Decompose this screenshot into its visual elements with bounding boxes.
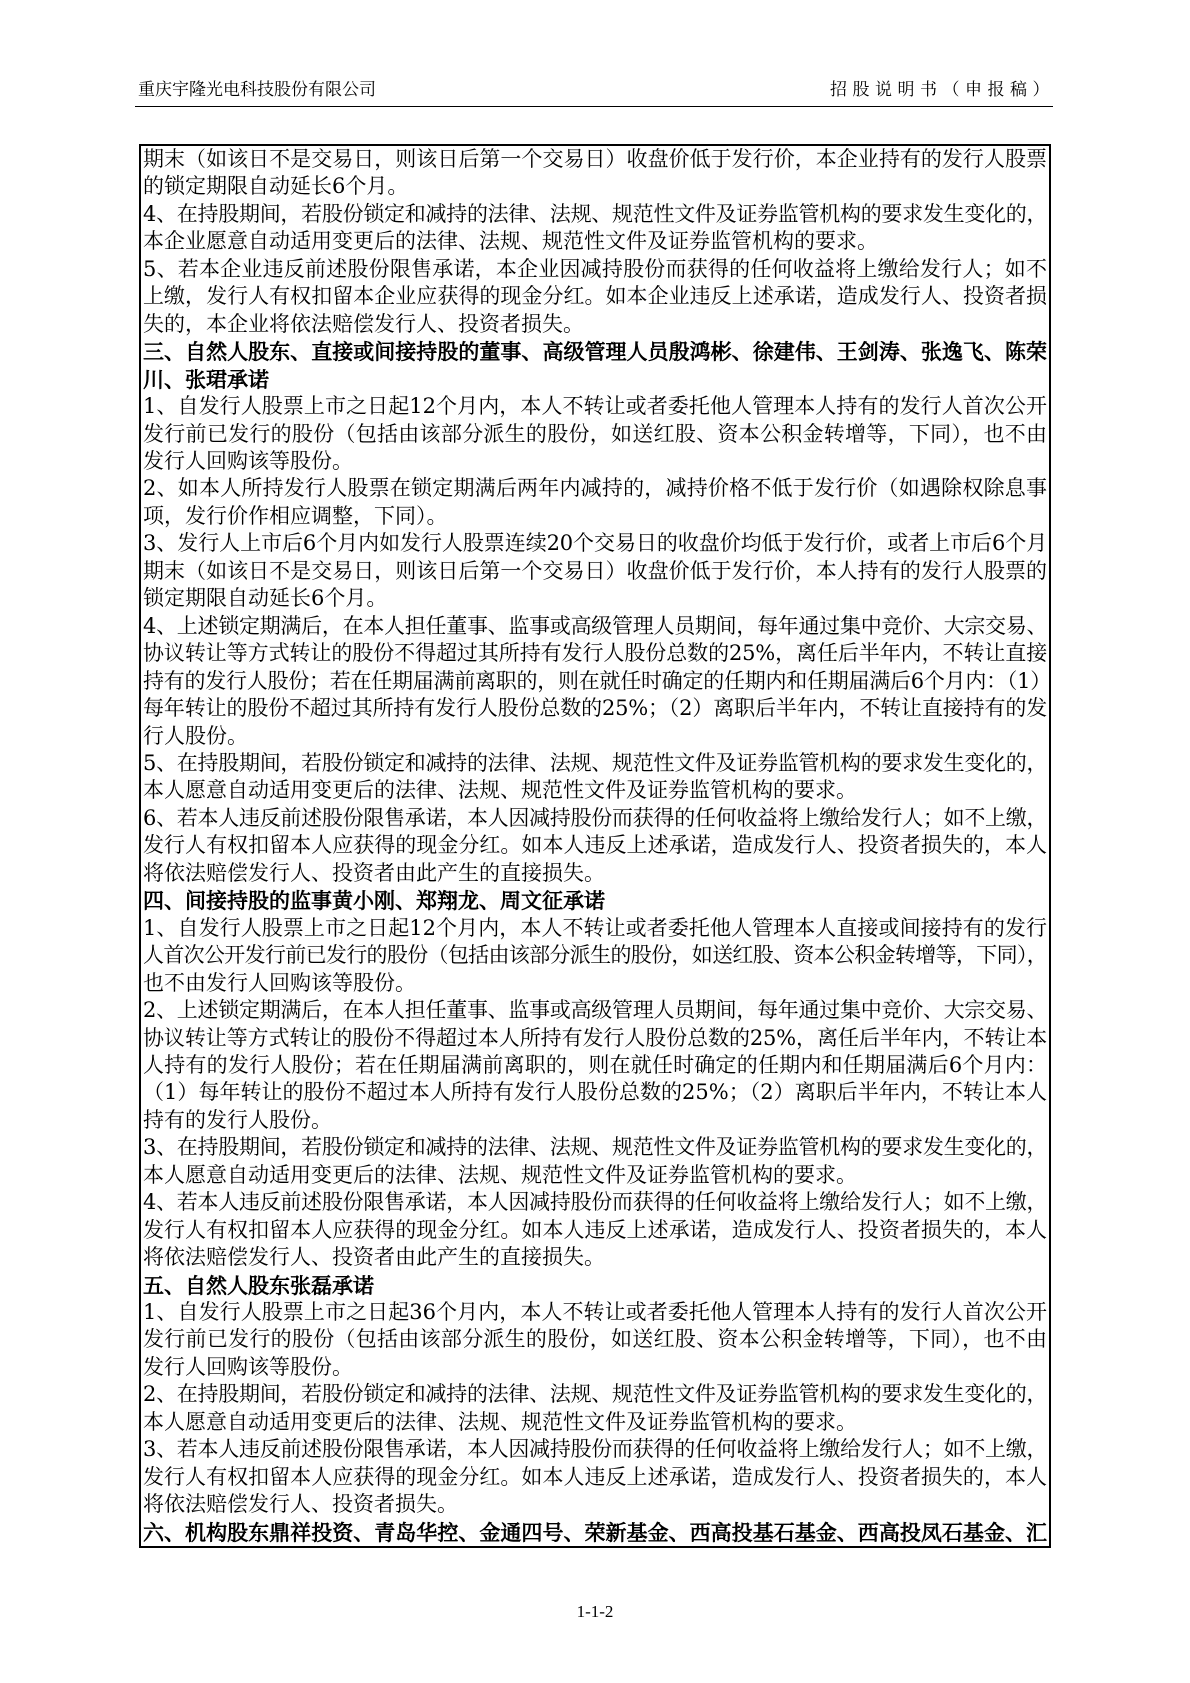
- section-heading: [143, 338, 1047, 393]
- paragraph-line: 将依法赔偿发行人、投资者由此产生的直接损失。: [143, 1245, 605, 1270]
- paragraph-line: 行人股份。: [143, 723, 248, 748]
- section-heading: [143, 1519, 1047, 1546]
- paragraph-line: 发行前已发行的股份（包括由该部分派生的股份，如送红股、资本公积金转增等，下同），也不由: [143, 421, 1047, 446]
- page-number: 1-1-2: [576, 1602, 614, 1621]
- paragraph-line: 发行人回购该等股份。: [143, 448, 353, 473]
- section-heading: [143, 887, 1047, 914]
- commitment-paragraph: [143, 201, 1047, 256]
- paragraph-line: 3、发行人上市后6个月内如发行人股票连续20个交易日的收盘价均低于发行价，或者上市后6个月: [143, 531, 1047, 556]
- paragraph-line: 将依法赔偿发行人、投资者损失。: [143, 1492, 458, 1517]
- paragraph-line: 持有的发行人股份。: [143, 1107, 332, 1132]
- commitment-paragraph: [143, 750, 1047, 805]
- commitment-paragraph: [143, 1436, 1047, 1518]
- section-heading: [143, 1272, 1047, 1299]
- paragraph-line: 2、在持股期间，若股份锁定和减持的法律、法规、规范性文件及证券监管机构的要求发生变化的，: [143, 1382, 1047, 1407]
- paragraph-line: 也不由发行人回购该等股份。: [143, 970, 416, 995]
- paragraph-line: 的锁定期限自动延长6个月。: [143, 174, 409, 199]
- paragraph-line: 1、自发行人股票上市之日起36个月内，本人不转让或者委托他人管理本人持有的发行人首次公开: [143, 1300, 1047, 1325]
- header-company-name: 重庆宇隆光电科技股份有限公司: [138, 80, 376, 100]
- paragraph-line: 本人愿意自动适用变更后的法律、法规、规范性文件及证券监管机构的要求。: [143, 778, 857, 803]
- paragraph-line: 4、上述锁定期满后，在本人担任董事、监事或高级管理人员期间，每年通过集中竞价、大宗交易、: [143, 613, 1047, 638]
- paragraph-line: 上缴，发行人有权扣留本企业应获得的现金分红。如本企业违反上述承诺，造成发行人、投资者损: [143, 284, 1047, 309]
- paragraph-line: 持有的发行人股份；若在任期届满前离职的，则在就任时确定的任期内和任期届满后6个月内：（1）: [143, 668, 1051, 693]
- heading-line: 四、间接持股的监事黄小刚、郑翔龙、周文征承诺: [143, 888, 605, 914]
- heading-line: 六、机构股东鼎祥投资、青岛华控、金通四号、荣新基金、西高投基石基金、西高投凤石基金、汇: [143, 1519, 1047, 1545]
- commitment-paragraph: [143, 613, 1051, 750]
- paragraph-line: 2、如本人所持发行人股票在锁定期满后两年内减持的，减持价格不低于发行价（如遇除权除息事: [143, 476, 1047, 501]
- commitment-paragraph: [143, 805, 1047, 887]
- heading-line: 五、自然人股东张磊承诺: [143, 1272, 374, 1298]
- paragraph-line: 1、自发行人股票上市之日起12个月内，本人不转让或者委托他人管理本人持有的发行人首次公开: [143, 394, 1047, 419]
- commitment-paragraph: [143, 1189, 1047, 1271]
- heading-line: 川、张珺承诺: [143, 366, 269, 392]
- paragraph-line: 本人愿意自动适用变更后的法律、法规、规范性文件及证券监管机构的要求。: [143, 1162, 857, 1187]
- paragraph-line: 人首次公开发行前已发行的股份（包括由该部分派生的股份，如送红股、资本公积金转增等，下同），: [143, 943, 1047, 968]
- paragraph-line: 项，发行价作相应调整，下同）。: [143, 503, 448, 528]
- commitment-paragraph: [143, 915, 1047, 997]
- header-document-title: 招股说明书（申报稿）: [830, 80, 1055, 100]
- paragraph-line: 期末（如该日不是交易日，则该日后第一个交易日）收盘价低于发行价，本人持有的发行人股票的: [143, 558, 1047, 583]
- paragraph-line: 每年转让的股份不超过其所持有发行人股份总数的25%；（2）离职后半年内，不转让直接持有的发: [143, 696, 1047, 721]
- paragraph-line: 协议转让等方式转让的股份不得超过本人所持有发行人股份总数的25%，离任后半年内，不转让本: [143, 1025, 1047, 1050]
- paragraph-line: 5、在持股期间，若股份锁定和减持的法律、法规、规范性文件及证券监管机构的要求发生变化的，: [143, 750, 1047, 775]
- paragraph-line: 2、上述锁定期满后，在本人担任董事、监事或高级管理人员期间，每年通过集中竞价、大宗交易、: [143, 998, 1047, 1023]
- paragraph-line: 本人愿意自动适用变更后的法律、法规、规范性文件及证券监管机构的要求。: [143, 1409, 857, 1434]
- paragraph-line: 发行前已发行的股份（包括由该部分派生的股份，如送红股、资本公积金转增等，下同），也不由: [143, 1327, 1047, 1352]
- commitment-paragraph: [143, 1381, 1047, 1436]
- commitment-paragraph: [143, 1134, 1047, 1189]
- paragraph-line: 将依法赔偿发行人、投资者由此产生的直接损失。: [143, 860, 605, 885]
- paragraph-line: 4、在持股期间，若股份锁定和减持的法律、法规、规范性文件及证券监管机构的要求发生变化的，: [143, 201, 1047, 226]
- paragraph-line: 期末（如该日不是交易日，则该日后第一个交易日）收盘价低于发行价，本企业持有的发行人股票: [143, 147, 1047, 171]
- paragraph-line: 协议转让等方式转让的股份不得超过其所持有发行人股份总数的25%，离任后半年内，不转让直接: [143, 641, 1047, 666]
- commitment-paragraph: [143, 1299, 1047, 1381]
- commitment-paragraph: [143, 997, 1047, 1134]
- paragraph-line: 发行人有权扣留本人应获得的现金分红。如本人违反上述承诺，造成发行人、投资者损失的，本人: [143, 1217, 1047, 1242]
- paragraph-line: 6、若本人违反前述股份限售承诺，本人因减持股份而获得的任何收益将上缴给发行人；如不上缴，: [143, 805, 1047, 830]
- heading-line: 三、自然人股东、直接或间接持股的董事、高级管理人员殷鸿彬、徐建伟、王剑涛、张逸飞、陈荣: [143, 339, 1047, 365]
- paragraph-line: 3、若本人违反前述股份限售承诺，本人因减持股份而获得的任何收益将上缴给发行人；如不上缴，: [143, 1437, 1047, 1462]
- paragraph-line: 发行人回购该等股份。: [143, 1354, 353, 1379]
- commitment-paragraph: [143, 146, 1047, 201]
- paragraph-line: 发行人有权扣留本人应获得的现金分红。如本人违反上述承诺，造成发行人、投资者损失的，本人: [143, 833, 1047, 858]
- commitment-paragraph: [143, 256, 1047, 338]
- paragraph-line: 5、若本企业违反前述股份限售承诺，本企业因减持股份而获得的任何收益将上缴给发行人；如不: [143, 256, 1047, 281]
- paragraph-line: 锁定期限自动延长6个月。: [143, 586, 388, 611]
- paragraph-line: 人持有的发行人股份；若在任期届满前离职的，则在就任时确定的任期内和任期届满后6个月内：: [143, 1052, 1047, 1077]
- paragraph-line: 失的，本企业将依法赔偿发行人、投资者损失。: [143, 311, 584, 336]
- commitment-paragraph: [143, 393, 1047, 475]
- paragraph-line: 发行人有权扣留本人应获得的现金分红。如本人违反上述承诺，造成发行人、投资者损失的，本人: [143, 1464, 1047, 1489]
- commitment-paragraph: [143, 475, 1047, 530]
- paragraph-line: （1）每年转让的股份不超过本人所持有发行人股份总数的25%；（2）离职后半年内，不转让本人: [143, 1080, 1047, 1105]
- header-divider: [135, 106, 1053, 107]
- commitment-paragraph: [143, 530, 1047, 612]
- paragraph-line: 本企业愿意自动适用变更后的法律、法规、规范性文件及证券监管机构的要求。: [143, 229, 878, 254]
- paragraph-line: 4、若本人违反前述股份限售承诺，本人因减持股份而获得的任何收益将上缴给发行人；如不上缴，: [143, 1190, 1047, 1215]
- paragraph-line: 1、自发行人股票上市之日起12个月内，本人不转让或者委托他人管理本人直接或间接持有的发行: [143, 915, 1047, 940]
- paragraph-line: 3、在持股期间，若股份锁定和减持的法律、法规、规范性文件及证券监管机构的要求发生变化的，: [143, 1135, 1047, 1160]
- commitment-text-box: [139, 144, 1051, 1548]
